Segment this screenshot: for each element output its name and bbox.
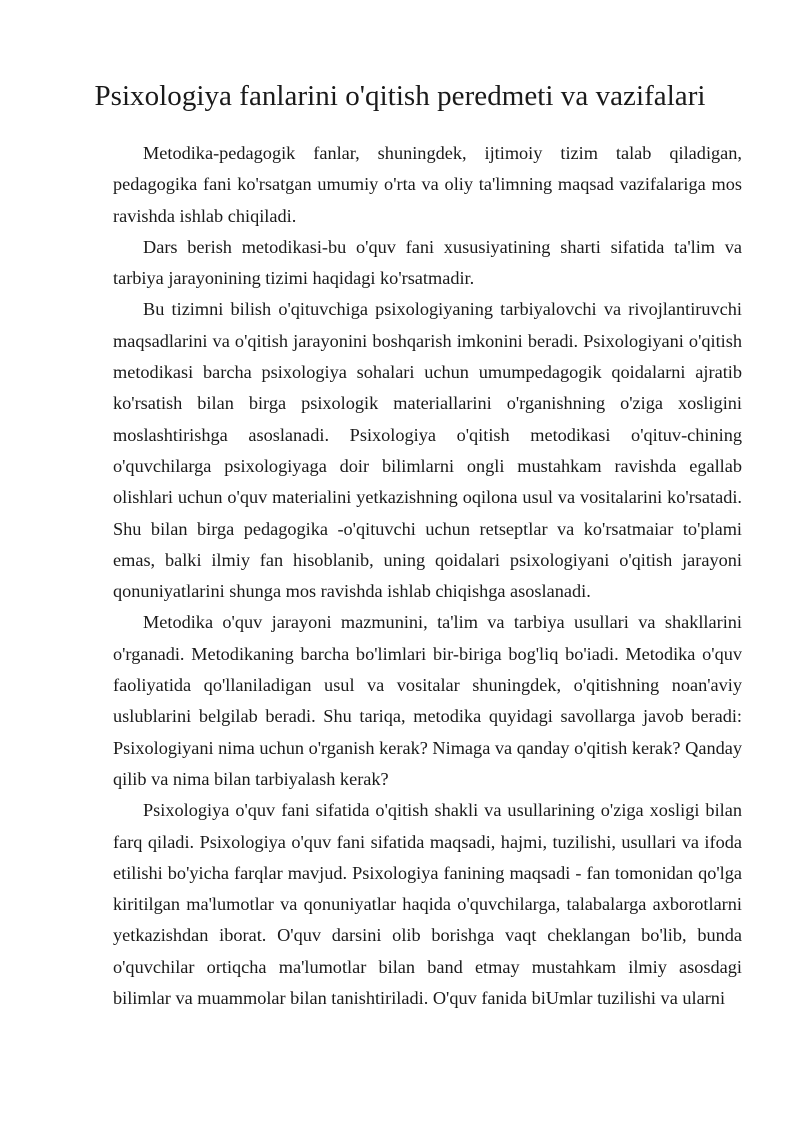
document-body xyxy=(113,138,742,1014)
paragraph-1: Metodika-pedagogik fanlar, shuningdek, ijtimoiy tizim talab qiladigan, pedagogika fani ko'rsatgan umumiy o'rta va oliy ta'limning maqsad vazifalariga mos ravishda ishlab chiqiladi. xyxy=(113,143,742,226)
document-title: Psixologiya fanlarini o'qitish peredmeti va vazifalari xyxy=(94,80,706,112)
paragraph-5: Psixologiya o'quv fani sifatida o'qitish shakli va usullarining o'ziga xosligi bilan farq qiladi. Psixologiya o'quv fani sifatida maqsadi, hajmi, tuzilishi, usullari va ifoda etilishi bo'yicha farqlar mavjud. Psixologiya fanining maqsadi - fan tomonidan qo'lga kiritilgan ma'lumotlar va qonuniyatlar haqida o'quvchilarga, talabalarga axborotlarni yetkazishdan iborat. O'quv darsini olib borishga vaqt cheklangan bo'lib, bunda o'quvchilar ortiqcha ma'lumotlar bilan band etmay mustahkam ilmiy asosdagi bilimlar va muammolar bilan tanishtiriladi. O'quv fanida biUmlar tuzilishi va ularni xyxy=(113,800,742,1009)
paragraph-3: Bu tizimni bilish o'qituvchiga psixologiyaning tarbiyalovchi va rivojlantiruvchi maqsadlarini va o'qitish jarayonini boshqarish imkonini beradi. Psixologiyani o'qitish metodikasi barcha psixologiya sohalari uchun umumpedagogik qoidalarni ajratib ko'rsatish bilan birga psixologik materiallarini o'rganishning o'ziga xosligini moslashtirishga asoslanadi. Psixologiya o'qitish metodikasi o'qituv-chining o'quvchilarga psixologiyaga doir bilimlarni ongli mustahkam ravishda egallab olishlari uchun o'quv materialini yetkazishning oqilona usul va vositalarini ko'rsatadi. Shu bilan birga pedagogika -o'qituvchi uchun retseptlar va ko'rsatmaiar to'plami emas, balki ilmiy fan hisoblanib, uning qoidalari psixologiyani o'qitish jarayoni qonuniyatlarini shunga mos ravishda ishlab chiqishga asoslanadi. xyxy=(113,299,742,602)
paragraph-4: Metodika o'quv jarayoni mazmunini, ta'lim va tarbiya usullari va shakllarini o'rganadi. Metodikaning barcha bo'limlari bir-biriga bog'liq bo'iadi. Metodika o'quv faoliyatida qo'llaniladigan usul va vositalar shuningdek, o'qitishning noan'aviy uslublarini belgilab beradi. Shu tariqa, metodika quyidagi savollarga javob beradi: Psixologiyani nima uchun o'rganish kerak? Nimaga va qanday o'qitish kerak? Qanday qilib va nima bilan tarbiyalash kerak? xyxy=(113,612,742,789)
paragraph-2: Dars berish metodikasi-bu o'quv fani xususiyatining sharti sifatida ta'lim va tarbiya jarayonining tizimi haqidagi ko'rsatmadir. xyxy=(113,236,742,289)
